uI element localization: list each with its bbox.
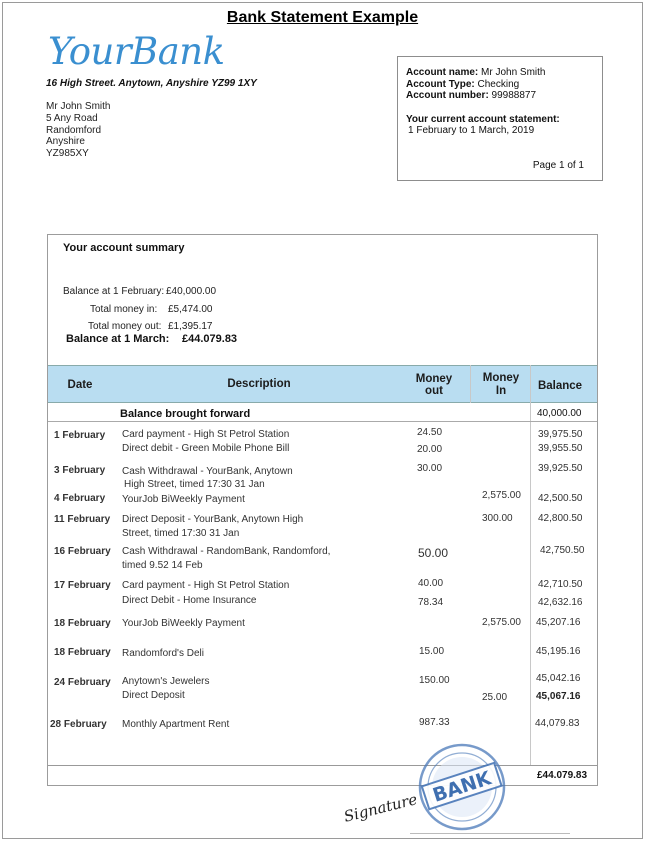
closing-balance: £44.079.83	[537, 770, 588, 781]
header-money-out-2: out	[425, 385, 443, 397]
row-date: 17 February	[54, 580, 111, 591]
signature: Signature	[341, 790, 420, 826]
row-description: timed 9.52 14 Feb	[122, 560, 203, 571]
row-date: 24 February	[54, 677, 111, 688]
row-money-out: 15.00	[419, 646, 445, 657]
row-money-out: 40.00	[418, 578, 444, 589]
row-money-in: 2,575.00	[482, 490, 521, 501]
customer-postcode: YZ985XY	[46, 148, 89, 160]
row-description: Cash Withdrawal - RandomBank, Randomford,	[122, 546, 331, 557]
header-money-out-1: Money	[415, 373, 453, 385]
column-divider	[470, 365, 471, 403]
header-money-in-1: Money	[482, 372, 520, 384]
money-out-value: £1,395.17	[168, 321, 213, 332]
row-balance: 45,195.16	[536, 646, 581, 657]
statement-range: 1 February to 1 March, 2019	[408, 125, 535, 136]
row-money-out: 78.34	[418, 597, 444, 608]
row-date: 16 February	[54, 546, 111, 557]
customer-address	[46, 101, 110, 160]
row-description: Direct Deposit - YourBank, Anytown High	[122, 514, 304, 525]
row-description: Card payment - High St Petrol Station	[122, 429, 290, 440]
row-balance: 45,207.16	[536, 617, 581, 628]
stamp-text: BANK	[430, 767, 494, 807]
brought-forward-value: 40,000.00	[537, 408, 582, 419]
balance-end-label: Balance at 1 March:	[66, 333, 170, 345]
balance-start-label: Balance at 1 February:	[63, 286, 165, 297]
row-balance: 45,042.16	[536, 673, 581, 684]
bank-address: 16 High Street. Anytown, Anyshire YZ99 1XY	[46, 78, 257, 89]
account-name-value: Mr John Smith	[478, 67, 546, 78]
row-date: 28 February	[50, 719, 107, 730]
header-description: Description	[227, 378, 291, 390]
row-description: YourJob BiWeekly Payment	[122, 494, 245, 505]
account-number-label: Account number:	[406, 90, 489, 101]
row-description: Direct Deposit	[122, 690, 185, 701]
row-money-out: 50.00	[418, 546, 449, 560]
row-money-in: 25.00	[482, 692, 508, 703]
row-description: Direct debit - Green Mobile Phone Bill	[122, 443, 290, 454]
row-date: 18 February	[54, 618, 111, 629]
row-balance: 39,955.50	[538, 443, 583, 454]
customer-street: 5 Any Road	[46, 112, 98, 124]
row-date: 3 February	[54, 465, 106, 476]
balance-end-value: £44.079.83	[182, 333, 238, 345]
money-in-label: Total money in:	[90, 304, 158, 315]
statement-box	[47, 234, 598, 786]
statement-label: Your current account statement:	[406, 113, 560, 125]
row-description: High Street, timed 17:30 31 Jan	[124, 479, 265, 490]
row-money-in: 2,575.00	[482, 617, 521, 628]
balance-start-value: £40,000.00	[166, 286, 217, 297]
table-header	[48, 365, 597, 403]
row-balance: 42,500.50	[538, 493, 583, 504]
signature-line	[410, 833, 570, 834]
bank-stamp-icon	[412, 741, 512, 833]
row-description: Monthly Apartment Rent	[122, 719, 230, 730]
row-balance: 39,975.50	[538, 429, 583, 440]
row-description: Street, timed 17:30 31 Jan	[122, 528, 240, 539]
row-date: 1 February	[54, 430, 106, 441]
row-date: 18 February	[54, 647, 111, 658]
account-number-value: 99988877	[488, 90, 537, 101]
customer-county: Anyshire	[46, 136, 85, 148]
row-balance: 42,750.50	[540, 545, 585, 556]
row-description: YourJob BiWeekly Payment	[122, 618, 245, 629]
row-balance: 39,925.50	[538, 463, 583, 474]
row-money-out: 24.50	[417, 427, 443, 438]
row-balance: 45,067.16	[536, 691, 581, 702]
bank-logo: YourBank	[48, 30, 225, 73]
brought-forward-label: Balance brought forward	[120, 408, 251, 420]
row-description: Direct Debit - Home Insurance	[122, 595, 257, 606]
document-title: Bank Statement Example	[226, 9, 419, 26]
money-out-label: Total money out:	[88, 321, 162, 332]
row-balance: 44,079.83	[535, 718, 580, 729]
row-money-out: 30.00	[417, 463, 443, 474]
account-name-label: Account name:	[406, 67, 479, 78]
row-description: Randomford's Deli	[122, 648, 204, 659]
row-money-out: 150.00	[419, 675, 450, 686]
row-date: 11 February	[54, 514, 111, 525]
page-number: Page 1 of 1	[532, 159, 584, 171]
row-description: Cash Withdrawal - YourBank, Anytown	[122, 466, 293, 477]
row-balance: 42,710.50	[538, 579, 583, 590]
account-info-box	[397, 56, 603, 181]
customer-name: Mr John Smith	[46, 101, 111, 112]
header-date: Date	[67, 379, 93, 391]
money-in-value: £5,474.00	[168, 304, 213, 315]
row-description: Anytown's Jewelers	[122, 676, 210, 687]
row-balance: 42,632.16	[538, 597, 583, 608]
header-money-in-2: In	[495, 385, 507, 397]
customer-town: Randomford	[46, 124, 102, 136]
row-money-out: 987.33	[419, 717, 450, 728]
row-date: 4 February	[54, 493, 106, 504]
row-description: Card payment - High St Petrol Station	[122, 580, 290, 591]
account-type-value: Checking	[474, 78, 520, 90]
row-balance: 42,800.50	[538, 513, 583, 524]
row-money-out: 20.00	[417, 444, 443, 455]
column-divider	[530, 365, 531, 765]
summary-title: Your account summary	[63, 242, 185, 254]
closing-balance-row	[48, 765, 597, 786]
row-money-in: 300.00	[482, 513, 513, 524]
account-type-label: Account Type:	[406, 78, 475, 90]
header-balance: Balance	[537, 380, 583, 392]
